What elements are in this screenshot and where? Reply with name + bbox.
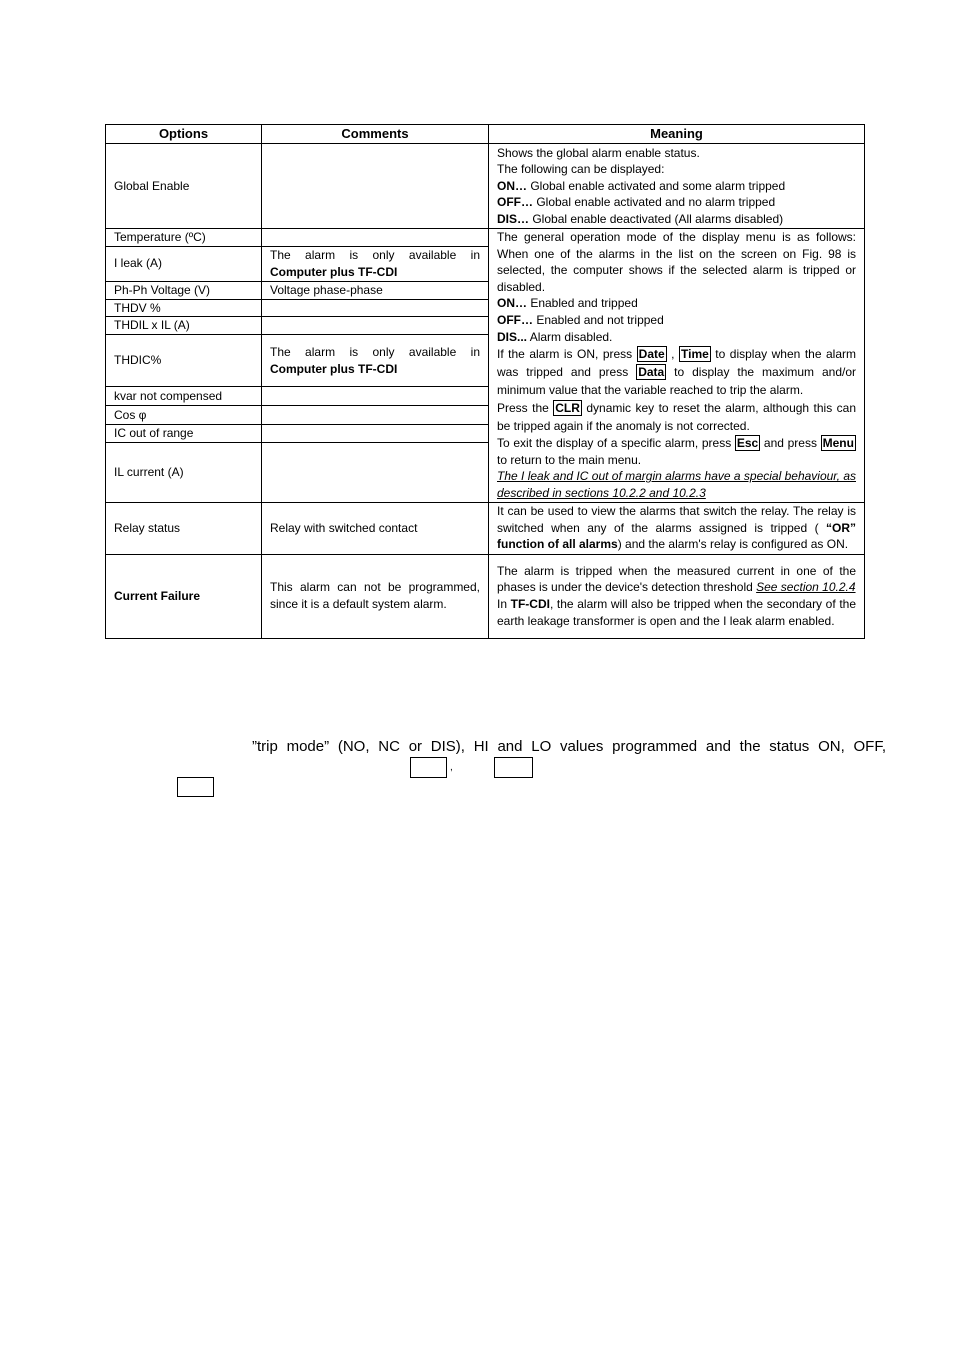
table-header-row — [106, 125, 865, 144]
status-label: DIS… — [497, 211, 530, 226]
text-span: Press the — [497, 401, 554, 416]
status-text: Global enable deactivated (All alarms disabled) — [529, 211, 784, 226]
option-cell: Global Enable — [106, 144, 262, 229]
text-span: If the alarm is ON, press — [497, 347, 637, 362]
meaning-line — [497, 211, 856, 228]
meaning-paragraph — [497, 399, 856, 435]
text-span: , the alarm will also be tripped when the secondary of the earth leakage transformer is open and the I leak alarm enabled. — [497, 597, 856, 628]
text-span: and press — [760, 436, 821, 451]
esc-key: Esc — [736, 436, 759, 451]
comment-cell — [262, 387, 489, 406]
comment-cell — [262, 443, 489, 502]
meaning-cell — [489, 554, 865, 638]
comment-text: The alarm is only available in — [270, 248, 480, 263]
header-comments: Comments — [262, 125, 489, 144]
text-span-bold: TF-CDI — [510, 597, 550, 612]
comment-cell — [262, 144, 489, 229]
text-span: To exit the display of a specific alarm, press — [497, 436, 735, 451]
meaning-cell — [489, 144, 865, 229]
body-text-line: ”trip mode” (NO, NC or DIS), HI and LO values programmed and the status ON, OFF, — [252, 738, 886, 755]
meaning-line — [497, 295, 856, 312]
meaning-paragraph — [497, 435, 856, 468]
time-key: Time — [681, 347, 709, 362]
meaning-line — [497, 596, 856, 629]
comment-cell — [262, 246, 489, 281]
option-cell: Ph-Ph Voltage (V) — [106, 281, 262, 299]
key-placeholder-box — [494, 757, 533, 778]
text-span: , — [666, 347, 679, 362]
status-label: ON… — [497, 296, 527, 311]
comment-cell: Voltage phase-phase — [262, 281, 489, 299]
table-row — [106, 502, 865, 554]
comment-cell — [262, 425, 489, 443]
key-placeholder-box — [410, 757, 447, 778]
meaning-line — [497, 329, 856, 346]
text-span: to display the maximum and/or minimum value that the variable reached to trip the alarm. — [497, 365, 856, 398]
text-span: to return to the main menu. — [497, 452, 642, 467]
option-cell: Temperature (ºC) — [106, 229, 262, 247]
text-span: dynamic key to reset the alarm, although this can be tripped again if the anomaly is not corrected. — [497, 401, 856, 434]
special-behaviour-note: The I leak and IC out of margin alarms have a special behaviour, as described in sections 10.2.2 and 10.2.3 — [497, 469, 856, 500]
option-cell: THDIC% — [106, 334, 262, 386]
comment-cell — [262, 406, 489, 425]
meaning-line — [497, 178, 856, 195]
option-cell: IC out of range — [106, 425, 262, 443]
table-row — [106, 229, 865, 247]
meaning-line — [497, 563, 856, 596]
header-meaning: Meaning — [489, 125, 865, 144]
status-text: Enabled and tripped — [527, 296, 638, 311]
meaning-line: The following can be displayed: — [497, 162, 665, 177]
option-cell: Current Failure — [106, 554, 262, 638]
alarms-table — [105, 124, 865, 639]
option-cell: Relay status — [106, 502, 262, 554]
date-key: Date — [638, 347, 665, 362]
comment-bold: Computer plus TF-CDI — [270, 361, 398, 376]
comment-cell: Relay with switched contact — [262, 502, 489, 554]
option-cell: Cos φ — [106, 406, 262, 425]
table-row — [106, 554, 865, 638]
meaning-cell-general — [489, 229, 865, 503]
meaning-line — [497, 312, 856, 329]
option-cell: THDV % — [106, 299, 262, 317]
clr-key: CLR — [555, 401, 580, 416]
meaning-paragraph: The general operation mode of the display menu is as follows: When one of the alarms in the list on the screen on Fig. 98 is selected, the computer shows if the selected alarm is tripped or disabled. — [497, 230, 856, 294]
menu-key: Menu — [822, 436, 854, 451]
key-placeholder-box — [177, 777, 214, 797]
status-text: Enabled and not tripped — [533, 312, 664, 327]
text-span: to display when the alarm was tripped and press — [497, 347, 856, 380]
comment-cell — [262, 299, 489, 317]
option-cell: I leak (A) — [106, 246, 262, 281]
status-text: Global enable activated and no alarm tripped — [533, 195, 776, 210]
separator-comma: , — [450, 762, 453, 773]
comment-cell — [262, 317, 489, 335]
option-cell: kvar not compensed — [106, 387, 262, 406]
comment-cell — [262, 334, 489, 386]
text-span-bold: “OR” function of all alarms — [497, 520, 856, 552]
meaning-line — [497, 194, 856, 211]
status-label: DIS... — [497, 329, 528, 344]
text-span: In — [497, 597, 511, 612]
comment-text: The alarm is only available in — [270, 344, 480, 359]
meaning-paragraph — [497, 345, 856, 399]
status-label: ON… — [497, 178, 527, 193]
section-reference: See section 10.2.4 — [756, 580, 856, 595]
meaning-line: Shows the global alarm enable status. — [497, 145, 700, 160]
comment-cell — [262, 229, 489, 247]
meaning-cell — [489, 502, 865, 554]
comment-cell: This alarm can not be programmed, since it is a default system alarm. — [262, 554, 489, 638]
status-text: Alarm disabled. — [527, 329, 613, 344]
status-label: OFF… — [497, 195, 533, 210]
data-key: Data — [638, 365, 665, 380]
text-span: It can be used to view the alarms that switch the relay. The relay is switched when any of the alarms assigned is tripped ( — [497, 504, 856, 535]
option-cell: THDIL x IL (A) — [106, 317, 262, 335]
text-span: The alarm is tripped when the measured current in one of the phases is under the device's detection threshold — [497, 563, 856, 595]
text-span: ) and the alarm's relay is configured as ON. — [617, 537, 849, 552]
comment-bold: Computer plus TF-CDI — [270, 264, 398, 279]
status-label: OFF… — [497, 312, 533, 327]
status-text: Global enable activated and some alarm tripped — [527, 178, 786, 193]
table-row — [106, 144, 865, 229]
option-cell: IL current (A) — [106, 443, 262, 502]
header-options: Options — [106, 125, 262, 144]
